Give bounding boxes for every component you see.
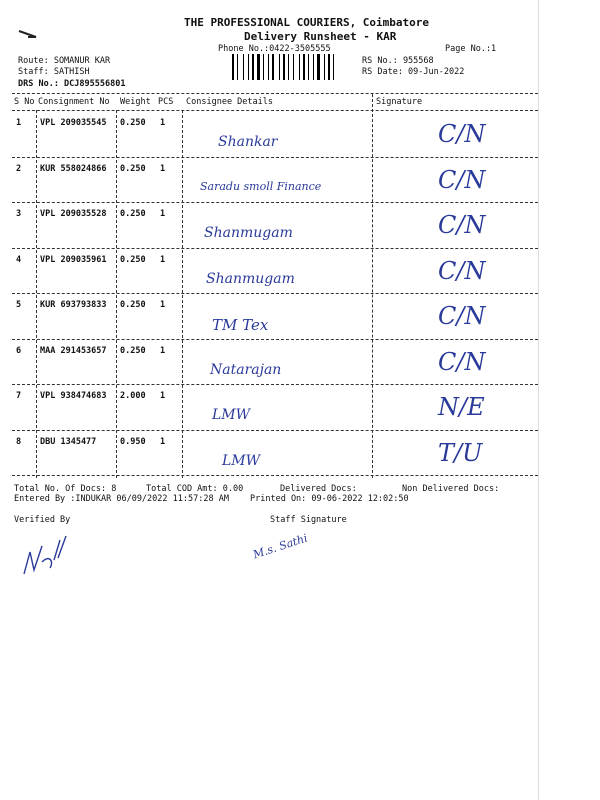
row-separator <box>12 339 538 340</box>
row-consignment: MAA 291453657 <box>40 345 107 356</box>
row-consignment: VPL 209035545 <box>40 118 107 128</box>
col-divider <box>36 110 37 478</box>
verified-by-label: Verified By <box>14 515 71 525</box>
table-top-rule <box>12 93 538 94</box>
row-sno: 5 <box>16 300 22 310</box>
non-delivered-docs: Non Delivered Docs: <box>402 484 500 494</box>
row-consignment: VPL 209035961 <box>40 254 107 265</box>
row-sno: 1 <box>16 118 22 128</box>
row-consignment: VPL 938474683 <box>40 391 107 401</box>
row-separator <box>12 384 538 385</box>
runsheet-subtitle: Delivery Runsheet - KAR <box>244 30 397 43</box>
row-pcs: 1 <box>160 118 166 128</box>
row-consignment: DBU 1345477 <box>40 436 97 447</box>
col-divider <box>372 94 373 478</box>
row-signature: T/U <box>438 438 483 467</box>
row-consignee: LMW <box>222 452 261 469</box>
drs-number: DRS No.: DCJ895556801 <box>18 79 126 89</box>
row-consignee: TM Tex <box>212 316 269 334</box>
route: Route: SOMANUR KAR <box>18 56 111 66</box>
total-docs: Total No. Of Docs: 8 <box>14 484 117 494</box>
row-separator <box>12 430 538 431</box>
row-pcs: 1 <box>160 391 166 401</box>
row-consignee: Natarajan <box>210 361 282 378</box>
row-signature: C/N <box>438 211 486 239</box>
row-separator <box>12 202 538 203</box>
rs-number: RS No.: 955568 <box>362 56 434 66</box>
row-weight: 0.250 <box>120 163 146 174</box>
corner-mark <box>18 24 40 34</box>
row-sno: 8 <box>16 436 22 447</box>
col-consignment: Consignment No <box>38 97 110 107</box>
row-consignee: Shankar <box>218 134 278 150</box>
row-sno: 7 <box>16 391 22 401</box>
entered-by: Entered By :INDUKAR 06/09/2022 11:57:28 AM <box>14 494 229 504</box>
row-consignee: LMW <box>212 407 251 423</box>
row-consignment: KUR 693793833 <box>40 300 107 310</box>
row-sno: 6 <box>16 345 22 356</box>
rs-date: RS Date: 09-Jun-2022 <box>362 67 465 77</box>
row-signature: C/N <box>438 120 486 148</box>
row-sno: 4 <box>16 254 22 265</box>
row-signature: C/N <box>438 302 486 330</box>
col-divider <box>182 110 183 478</box>
row-pcs: 1 <box>160 345 166 356</box>
row-sno: 3 <box>16 209 22 219</box>
col-weight: Weight <box>120 97 151 107</box>
staff-signature: M.s. Sathi <box>251 531 310 562</box>
page-number: Page No.:1 <box>445 44 497 54</box>
page-edge <box>538 0 539 800</box>
row-consignee: Saradu smoll Finance <box>200 179 322 193</box>
row-consignment: VPL 209035528 <box>40 209 107 219</box>
phone-number: Phone No.:0422-3505555 <box>218 44 331 54</box>
delivered-docs: Delivered Docs: <box>280 484 357 494</box>
row-weight: 0.950 <box>120 436 146 447</box>
row-pcs: 1 <box>160 209 166 219</box>
row-pcs: 1 <box>160 254 166 265</box>
row-separator <box>12 157 538 158</box>
row-weight: 0.250 <box>120 209 146 219</box>
row-pcs: 1 <box>160 163 166 174</box>
row-pcs: 1 <box>160 436 166 447</box>
row-signature: N/E <box>438 393 485 421</box>
staff-signature-label: Staff Signature <box>270 515 347 525</box>
verifier-signature <box>20 532 70 582</box>
row-consignee: Shanmugam <box>204 225 293 241</box>
row-separator <box>12 475 538 476</box>
barcode <box>232 54 344 80</box>
col-signature: Signature <box>376 97 423 107</box>
staff: Staff: SATHISH <box>18 67 90 77</box>
row-weight: 0.250 <box>120 345 146 356</box>
row-signature: C/N <box>438 165 486 194</box>
table-header-rule <box>12 110 538 111</box>
row-signature: C/N <box>438 256 486 285</box>
col-consignee: Consignee Details <box>186 97 273 107</box>
col-divider <box>116 110 117 478</box>
row-consignment: KUR 558024866 <box>40 163 107 174</box>
row-separator <box>12 293 538 294</box>
col-sno: S No <box>14 97 35 107</box>
printed-on: Printed On: 09-06-2022 12:02:50 <box>250 494 409 504</box>
row-signature: C/N <box>438 347 486 376</box>
col-pcs: PCS <box>158 97 174 107</box>
row-consignee: Shanmugam <box>206 270 295 287</box>
row-weight: 0.250 <box>120 300 146 310</box>
row-pcs: 1 <box>160 300 166 310</box>
row-sno: 2 <box>16 163 22 174</box>
row-weight: 0.250 <box>120 254 146 265</box>
row-weight: 2.000 <box>120 391 146 401</box>
row-separator <box>12 248 538 249</box>
row-weight: 0.250 <box>120 118 146 128</box>
total-cod: Total COD Amt: 0.00 <box>146 484 244 494</box>
company-title: THE PROFESSIONAL COURIERS, Coimbatore <box>184 16 430 29</box>
